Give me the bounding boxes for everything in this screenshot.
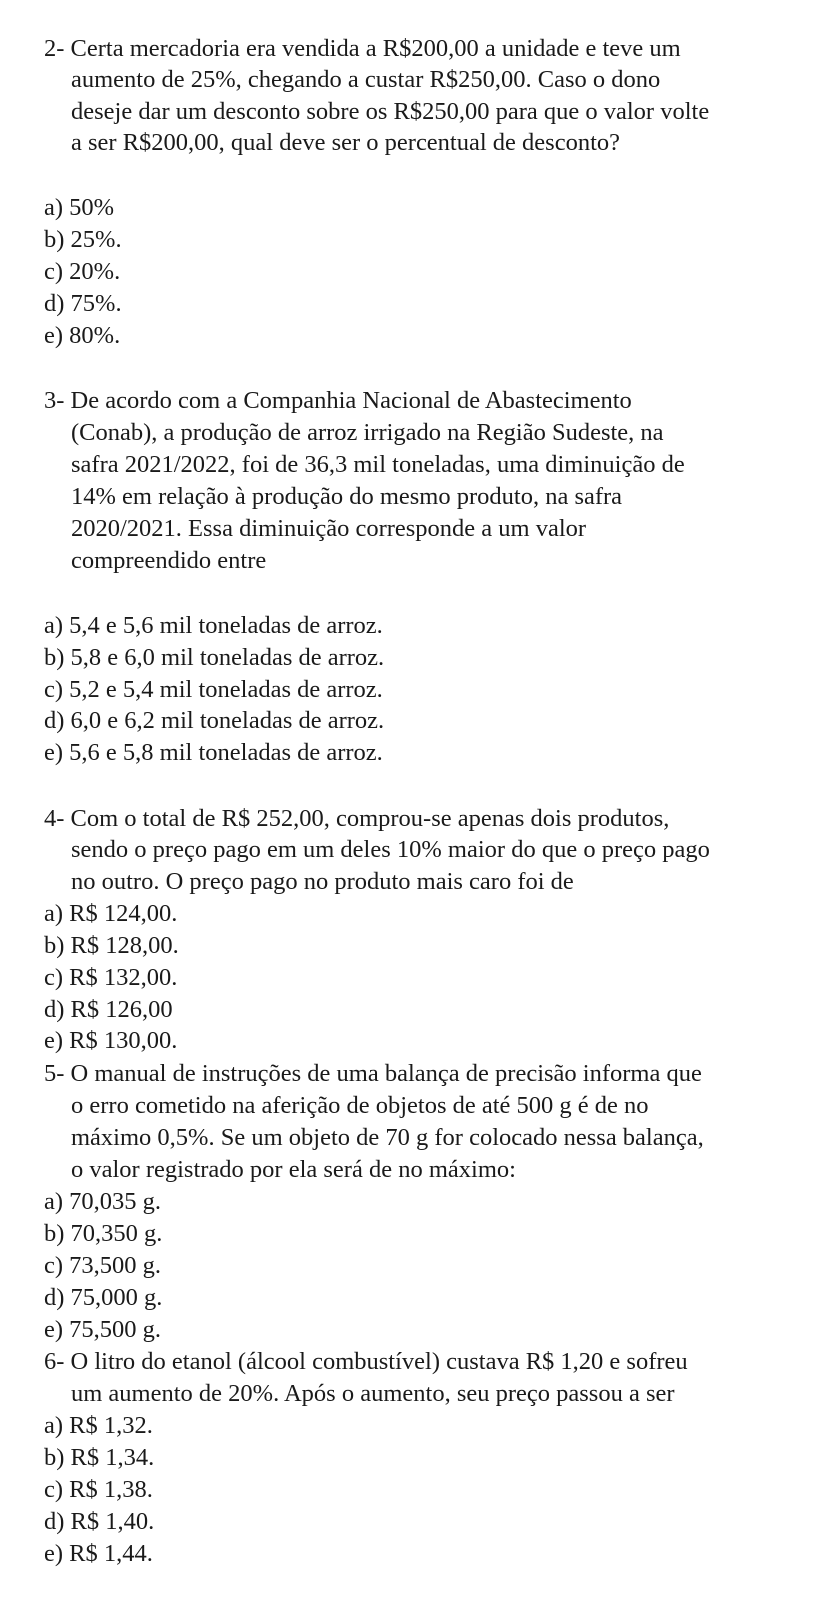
question-6-text-line: 6- O litro do etanol (álcool combustível) custava R$ 1,20 e sofreu (44, 1348, 688, 1375)
question-4-option-e: e) R$ 130,00. (44, 1027, 178, 1054)
question-4-option-a: a) R$ 124,00. (44, 900, 178, 927)
question-6-option-a: a) R$ 1,32. (44, 1412, 153, 1439)
question-3-text-line: safra 2021/2022, foi de 36,3 mil toneladas, uma diminuição de (71, 451, 685, 478)
question-4-text-line: no outro. O preço pago no produto mais caro foi de (71, 868, 574, 895)
question-2-text-line: 2- Certa mercadoria era vendida a R$200,00 a unidade e teve um (44, 35, 681, 62)
question-2-text-line: aumento de 25%, chegando a custar R$250,00. Caso o dono (71, 66, 661, 93)
question-3-text-line: compreendido entre (71, 547, 267, 574)
question-5-option-b: b) 70,350 g. (44, 1220, 163, 1247)
question-3-text-line: 14% em relação à produção do mesmo produto, na safra (71, 483, 623, 510)
question-3-text-line: (Conab), a produção de arroz irrigado na Região Sudeste, na (71, 419, 664, 446)
question-4-text-line: sendo o preço pago em um deles 10% maior do que o preço pago (71, 836, 710, 863)
question-6-option-d: d) R$ 1,40. (44, 1508, 155, 1535)
question-5-text-line: o erro cometido na aferição de objetos de até 500 g é de no (71, 1092, 649, 1119)
question-5-option-d: d) 75,000 g. (44, 1284, 163, 1311)
question-2-text-line: a ser R$200,00, qual deve ser o percentual de desconto? (71, 129, 621, 156)
question-5-text-line: máximo 0,5%. Se um objeto de 70 g for colocado nessa balança, (71, 1124, 704, 1151)
question-3-option-a: a) 5,4 e 5,6 mil toneladas de arroz. (44, 612, 383, 639)
question-5-option-e: e) 75,500 g. (44, 1316, 162, 1343)
question-2-option-a: a) 50% (44, 194, 115, 221)
question-3-option-d: d) 6,0 e 6,2 mil toneladas de arroz. (44, 707, 385, 734)
question-2-option-d: d) 75%. (44, 290, 122, 317)
question-4-option-d: d) R$ 126,00 (44, 996, 173, 1023)
question-4-option-c: c) R$ 132,00. (44, 964, 178, 991)
question-5-option-a: a) 70,035 g. (44, 1188, 162, 1215)
question-3-option-b: b) 5,8 e 6,0 mil toneladas de arroz. (44, 644, 385, 671)
question-6-option-b: b) R$ 1,34. (44, 1444, 155, 1471)
question-4-option-b: b) R$ 128,00. (44, 932, 179, 959)
question-3-option-c: c) 5,2 e 5,4 mil toneladas de arroz. (44, 676, 383, 703)
question-6-option-e: e) R$ 1,44. (44, 1540, 153, 1567)
question-2-option-b: b) 25%. (44, 226, 122, 253)
question-5-option-c: c) 73,500 g. (44, 1252, 162, 1279)
question-2-option-e: e) 80%. (44, 322, 121, 349)
question-5-text-line: o valor registrado por ela será de no máximo: (71, 1156, 516, 1183)
question-3-option-e: e) 5,6 e 5,8 mil toneladas de arroz. (44, 739, 383, 766)
question-3-text-line: 3- De acordo com a Companhia Nacional de Abastecimento (44, 387, 632, 414)
question-3-text-line: 2020/2021. Essa diminuição corresponde a um valor (71, 515, 587, 542)
question-5-text-line: 5- O manual de instruções de uma balança de precisão informa que (44, 1060, 702, 1087)
question-6-option-c: c) R$ 1,38. (44, 1476, 153, 1503)
question-6-text-line: um aumento de 20%. Após o aumento, seu preço passou a ser (71, 1380, 675, 1407)
question-2-text-line: deseje dar um desconto sobre os R$250,00 para que o valor volte (71, 98, 710, 125)
question-4-text-line: 4- Com o total de R$ 252,00, comprou-se apenas dois produtos, (44, 805, 670, 832)
question-2-option-c: c) 20%. (44, 258, 121, 285)
